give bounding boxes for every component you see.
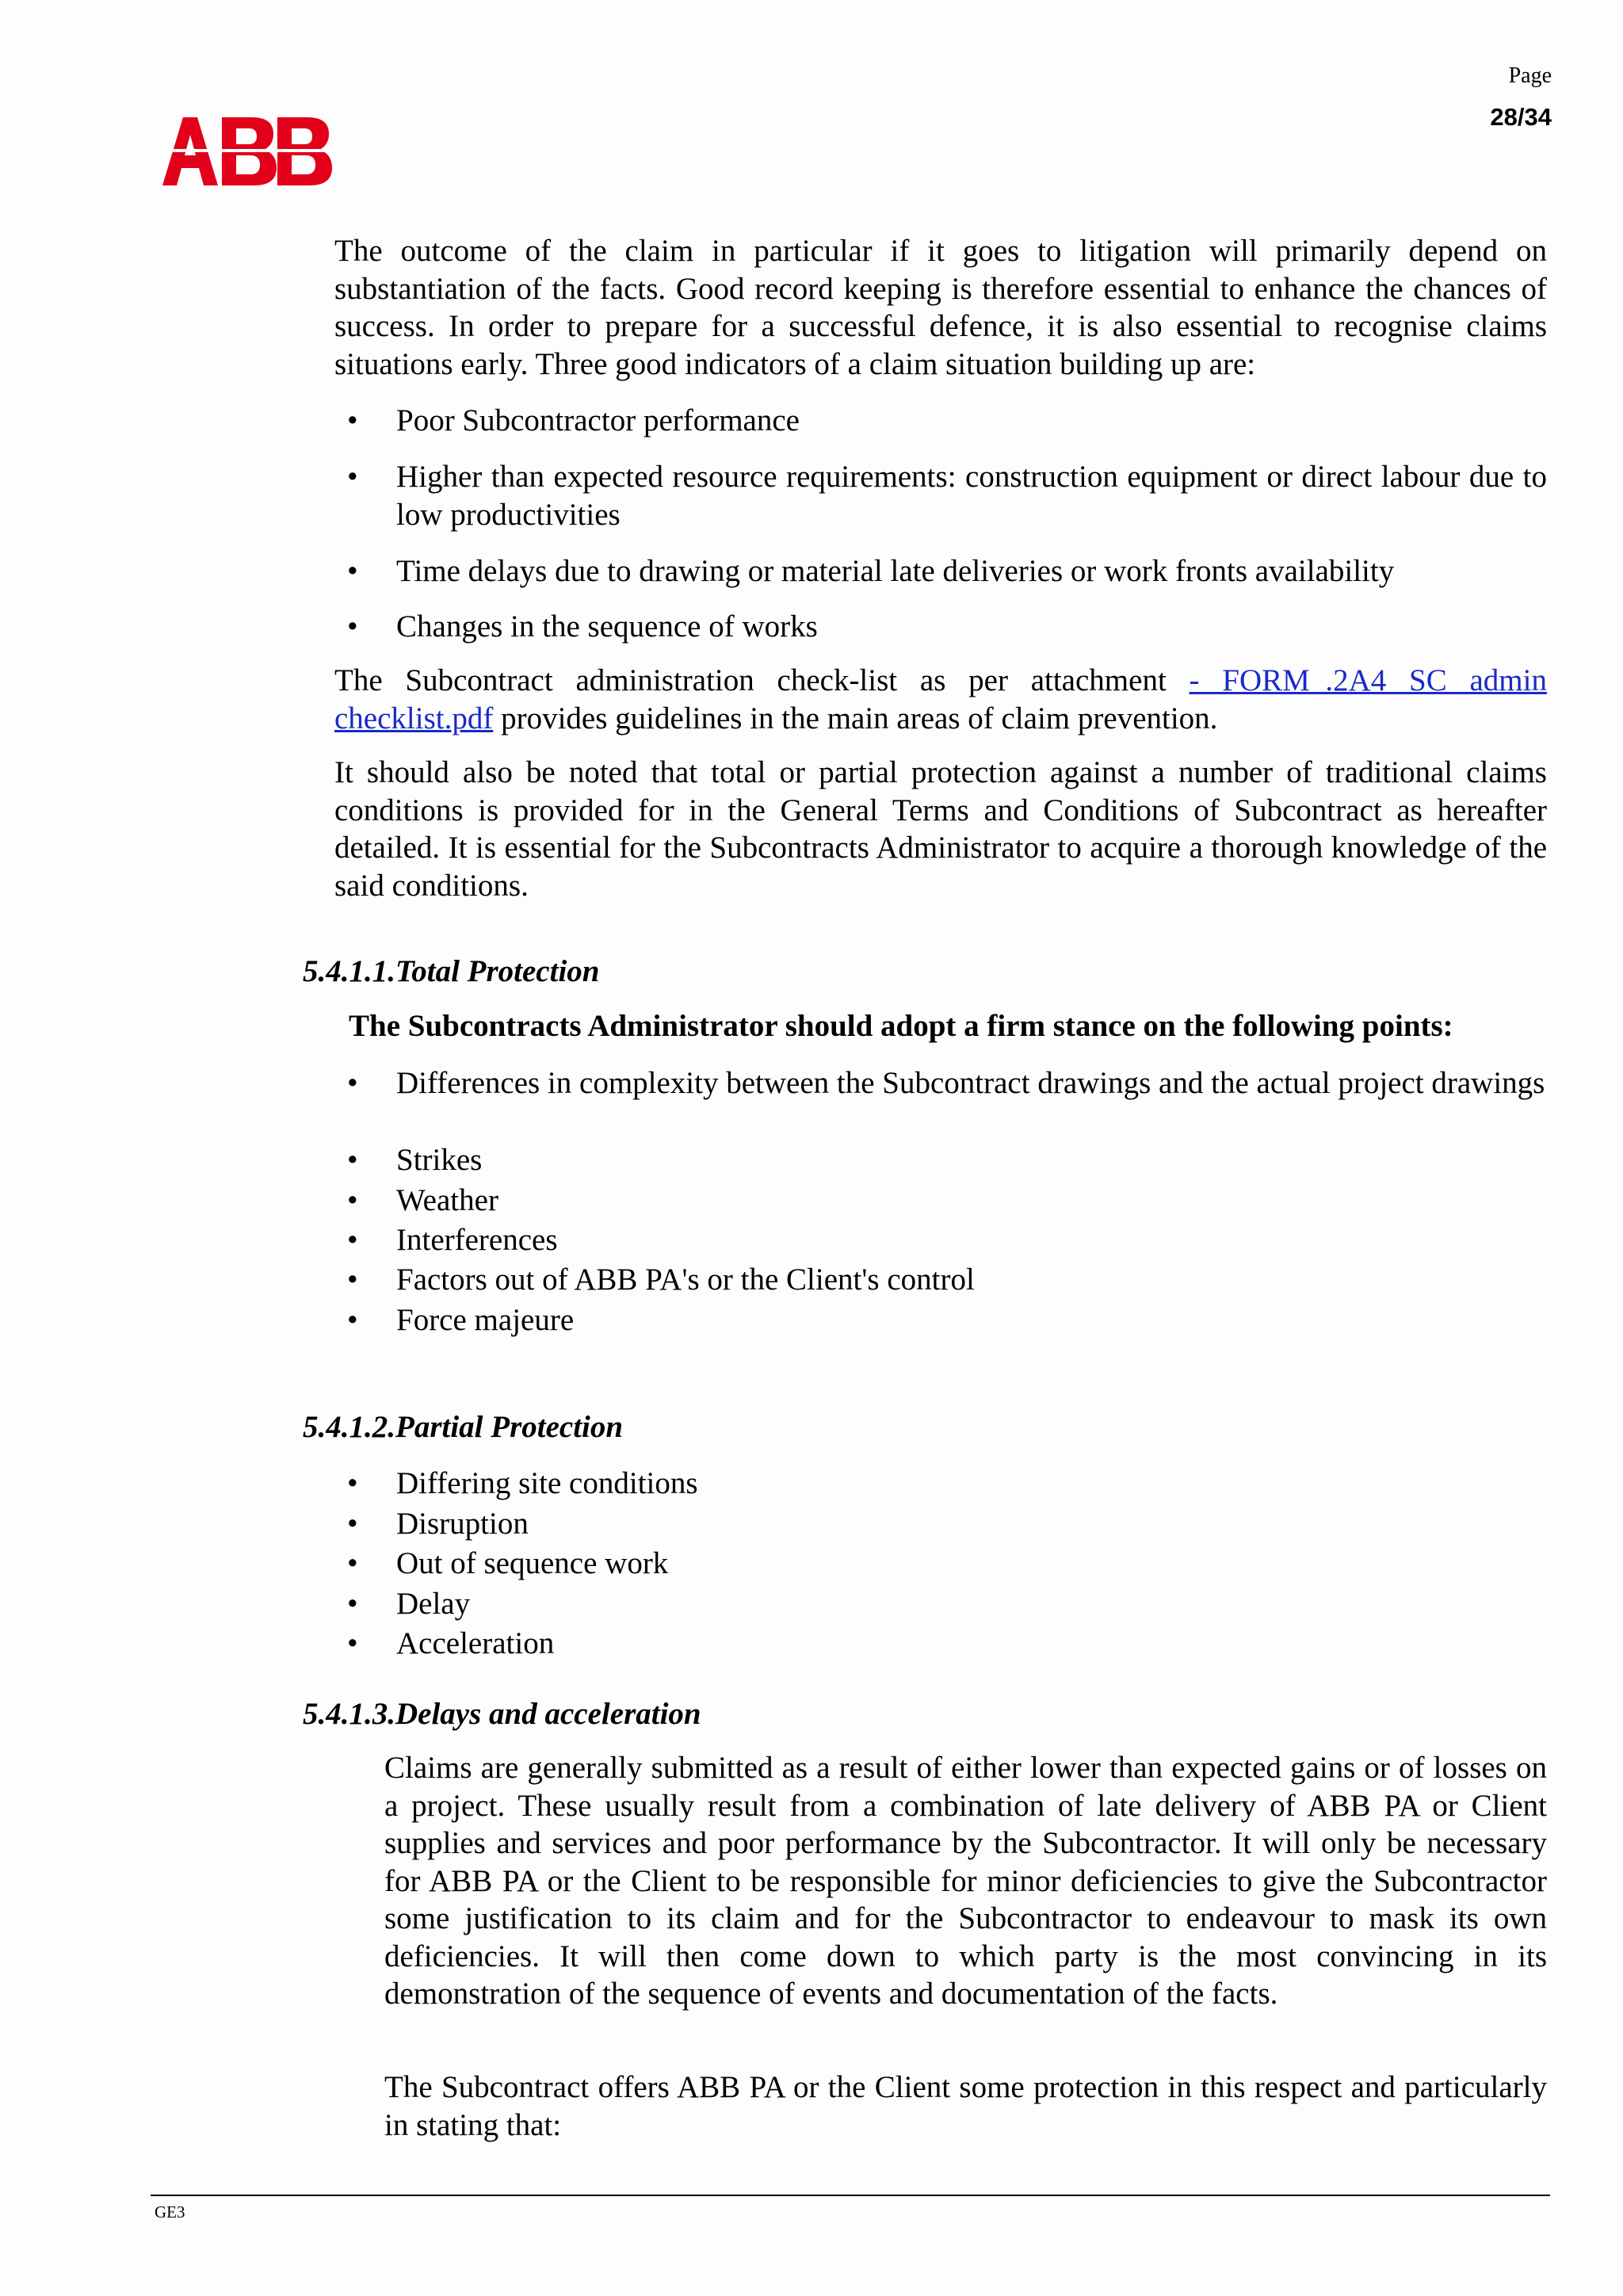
list-item: • Factors out of ABB PA's or the Client's control — [347, 1261, 1547, 1299]
intro-paragraph: The outcome of the claim in particular if it goes to litigation will primarily depend on substantiation of the facts. Good record keeping is therefore essential to enhance the chances of success. In order to prepare for a successful defence, it is also essential to recognise claims situations early. Three good indicators of a claim situation building up are: — [334, 234, 1547, 381]
protection-paragraph: It should also be noted that total or partial protection against a number of traditional claims conditions is provided for in the General Terms and Conditions of Subcontract as hereafter detailed. It is essential for the Subcontracts Administrator to acquire a thorough knowledge of the said conditions. — [334, 755, 1547, 903]
list-item: • Differences in complexity between the Subcontract drawings and the actual project drawings — [347, 1064, 1547, 1102]
section-heading-delays: 5.4.1.3.Delays and acceleration — [303, 1697, 701, 1731]
checklist-paragraph: The Subcontract administration check-list as per attachment - FORM_.2A4 SC admin checklist.pdf provides guidelines in the main areas of claim prevention. — [334, 663, 1547, 735]
bullet-icon: • — [347, 403, 358, 437]
list-item: • Time delays due to drawing or material late deliveries or work fronts availability — [347, 552, 1547, 590]
list-item: • Weather — [347, 1182, 1547, 1220]
protection-statement-paragraph: The Subcontract offers ABB PA or the Client some protection in this respect and particularly in stating that: — [384, 2070, 1547, 2142]
bullet-icon: • — [347, 1263, 358, 1297]
list-item: • Changes in the sequence of works — [347, 608, 1547, 646]
bullet-icon: • — [347, 609, 358, 644]
delays-paragraph: Claims are generally submitted as a result of either lower than expected gains or of losses on a project. These usually result from a combination of late delivery of ABB PA or Client supplies and services and poor performance by the Subcontractor. It will only be necessary for ABB PA or the Client to be responsible for minor deficiencies to give the Subcontractor some justification to its claim and for the Subcontractor to endeavour to mask its own deficiencies. It will then come down to which party is the most convincing in its demonstration of the sequence of events and documentation of the facts. — [384, 1751, 1547, 2011]
list-item: • Poor Subcontractor performance — [347, 402, 1547, 440]
bullet-icon: • — [347, 1303, 358, 1337]
footer-divider — [151, 2195, 1550, 2196]
list-item: • Strikes — [347, 1141, 1547, 1179]
footer-code: GE3 — [155, 2202, 185, 2222]
bullet-icon: • — [347, 1626, 358, 1660]
bullet-icon: • — [347, 554, 358, 588]
bullet-icon: • — [347, 1466, 358, 1500]
section-heading-total-protection: 5.4.1.1.Total Protection — [303, 954, 600, 988]
list-item: • Delay — [347, 1585, 1547, 1623]
page-number: 28/34 — [1490, 103, 1552, 131]
list-item: • Higher than expected resource requirements: construction equipment or direct labour due to low productivities — [347, 460, 1547, 532]
bullet-icon: • — [347, 1143, 358, 1177]
bullet-icon: • — [347, 1546, 358, 1580]
bullet-icon: • — [347, 1066, 358, 1100]
section-subheading: The Subcontracts Administrator should adopt a firm stance on the following points: — [349, 1009, 1453, 1043]
list-item: • Disruption — [347, 1505, 1547, 1543]
bullet-icon: • — [347, 1587, 358, 1621]
list-item: • Out of sequence work — [347, 1545, 1547, 1583]
bullet-icon: • — [347, 1507, 358, 1541]
abb-logo — [162, 117, 333, 185]
page-label: Page — [1508, 63, 1552, 88]
list-item: • Force majeure — [347, 1301, 1547, 1339]
checklist-link[interactable]: - FORM_.2A4 SC admin checklist.pdf — [334, 663, 1547, 735]
bullet-icon: • — [347, 460, 358, 494]
list-item: • Interferences — [347, 1221, 1547, 1259]
list-item: • Acceleration — [347, 1625, 1547, 1663]
bullet-icon: • — [347, 1183, 358, 1217]
list-item: • Differing site conditions — [347, 1465, 1547, 1503]
section-heading-partial-protection: 5.4.1.2.Partial Protection — [303, 1410, 624, 1444]
bullet-icon: • — [347, 1223, 358, 1257]
